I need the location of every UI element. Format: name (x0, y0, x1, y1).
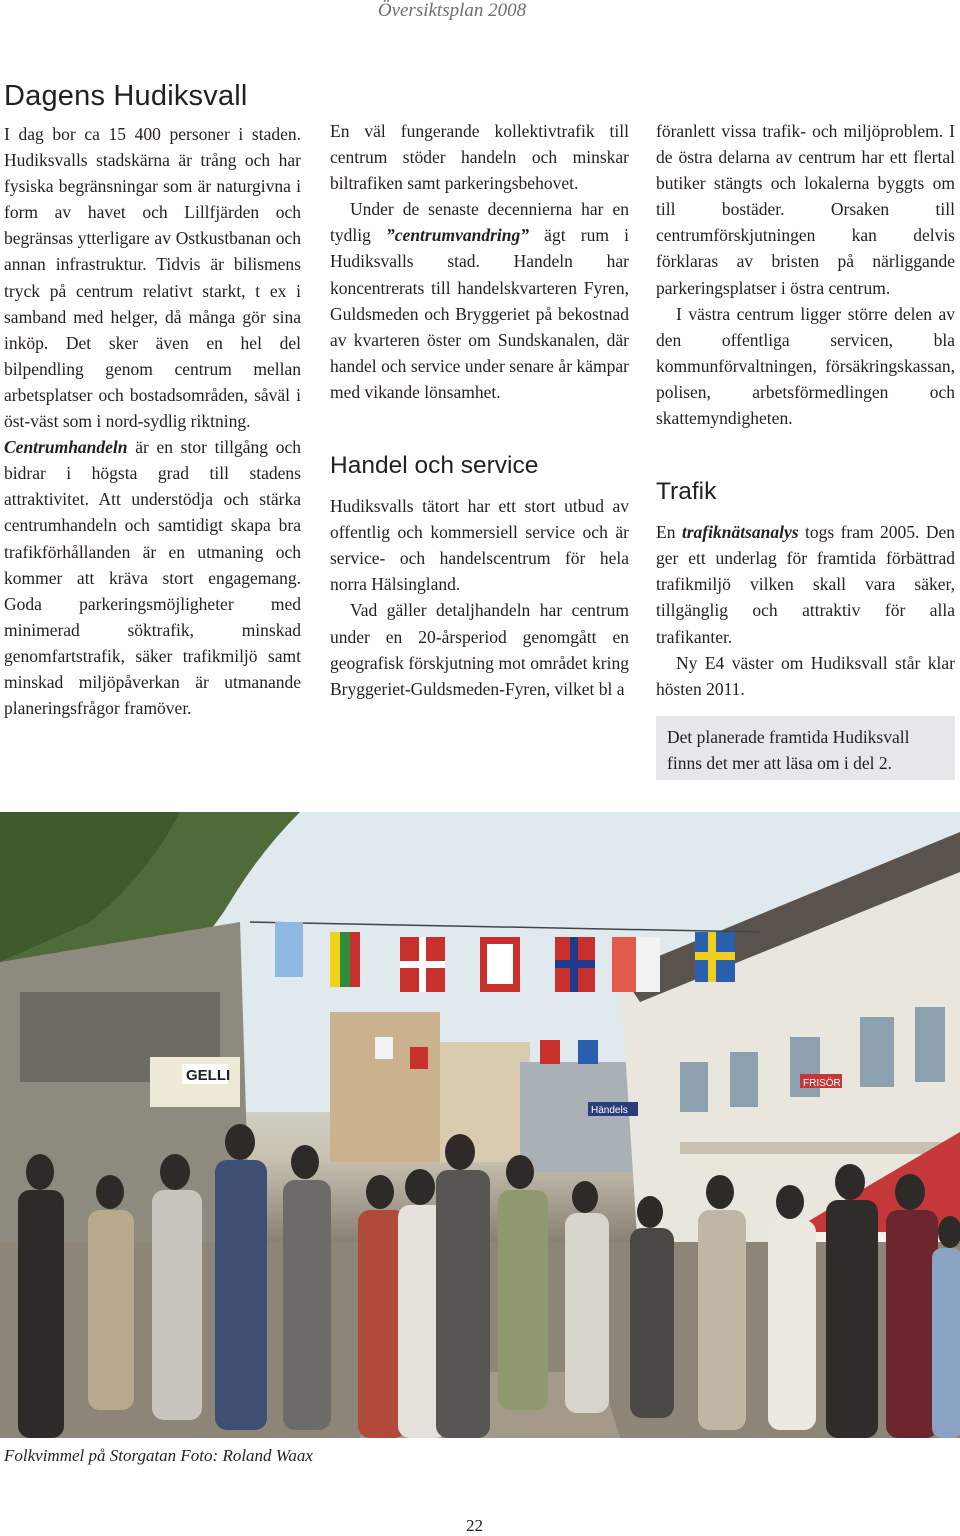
column-2 (330, 118, 629, 702)
col2-paragraph-2-before: Under de senaste decennierna har en tydlig (330, 199, 629, 246)
col2-paragraph-1: En väl fungerande kollektivtrafik till centrum stöder handeln och minskar biltrafiken samt parkeringsbehovet. (330, 121, 629, 194)
col3-paragraph-3 (656, 519, 955, 649)
street-photo-illustration (0, 812, 960, 1438)
col2-paragraph-4: Vad gäller detaljhandeln har centrum under en 20-årsperiod genomgått en geografisk förskjutning mot området kring Bryggeriet-Guldsmeden-Fyren, vilket bl a (330, 600, 629, 699)
col3-paragraph-3-after: togs fram 2005. Den ger ett underlag för framtida förbättrad trafikmiljö vilken skall vara säker, tillgänglig och attraktiv för alla trafikanter. (656, 522, 955, 647)
sign-gelli: GELLI (186, 1067, 231, 1084)
note-box: Det planerade framtida Hudiksvall finns det mer att läsa om i del 2. (656, 716, 955, 780)
street-photo (0, 812, 960, 1438)
photo-caption: Folkvimmel på Storgatan Foto: Roland Waax (4, 1446, 313, 1465)
column-1 (4, 121, 301, 721)
heading-trafik: Trafik (656, 478, 717, 506)
col2-paragraph-3: Hudiksvalls tätort har ett stort utbud av offentlig och kommersiell service och är service- och handelscentrum för hela norra Hälsingland. (330, 496, 629, 595)
sign-handels: Händels (591, 1105, 628, 1116)
column-3 (656, 118, 955, 780)
centrumvandring-emphasis: ”centrumvandring” (386, 225, 529, 246)
page-number: 22 (466, 1516, 483, 1535)
running-header: Översiktsplan 2008 (377, 0, 527, 21)
col2-paragraph-2-after: ägt rum i Hudiksvalls stad. Handeln har koncentrerats till handelskvarteren Fyren, Guldsmeden och Bryggeriet på bekostnad av kvarteren öster om Sundskanalen, där handel och service under senare år kämpar med vikande lönsamhet. (330, 225, 629, 402)
col2-paragraph-2 (330, 196, 629, 405)
heading-handel-och-service: Handel och service (330, 452, 539, 480)
col3-paragraph-3-before: En (656, 522, 682, 543)
col3-paragraph-4: Ny E4 väster om Hudiksvall står klar hösten 2011. (656, 652, 955, 699)
col3-paragraph-1: föranlett vissa trafik- och miljöproblem. I de östra delarna av centrum har ett flertal butiker stängts och lokalerna byggts om till bostäder. Orsaken till centrumförskjutningen kan delvis förklaras av bristen på närliggande parkeringsplatser i östra centrum. (656, 121, 955, 298)
centrumhandeln-emphasis: Centrumhandeln (4, 437, 128, 458)
col1-paragraph-1: I dag bor ca 15 400 personer i staden. Hudiksvalls stadskärna är trång och har fysiska begränsningar som är naturgivna i form av havet och Lillfjärden och begränsas ytterligare av Ostkustbanan och annan infrastruktur. Tidvis är bilismens tryck på centrum relativt starkt, t ex i samband med helger, då många gör sina inköp. Det sker även en hel del bilpendling genom centrum mellan arbetsplatser och bostadsområden, såväl i öst-väst som i nord-sydlig riktning. (4, 124, 301, 432)
col3-paragraph-2: I västra centrum ligger större delen av den offentliga servicen, bla kommunförvaltningen, försäkringskassan, polisen, arbetsförmedlingen och skattemyndigheten. (656, 303, 955, 429)
col1-paragraph-2-text: är en stor tillgång och bidrar i högsta grad till stadens attraktivitet. Att understödja och stärka centrumhandeln och samtidigt skapa bra trafikförhållanden är en utmaning och kommer att kräva stort engagemang. Goda parkeringsmöjligheter med minimerad söktrafik, minskad genomfartstrafik, säker trafikmiljö samt minskad miljöpåverkan är utmanande planeringsfrågor framöver. (4, 437, 301, 719)
col1-paragraph-2 (4, 434, 301, 721)
sign-frisor: FRISÖR (803, 1078, 841, 1089)
trafiknatsanalys-emphasis: trafiknätsanalys (681, 522, 799, 543)
heading-dagens-hudiksvall: Dagens Hudiksvall (4, 80, 248, 112)
